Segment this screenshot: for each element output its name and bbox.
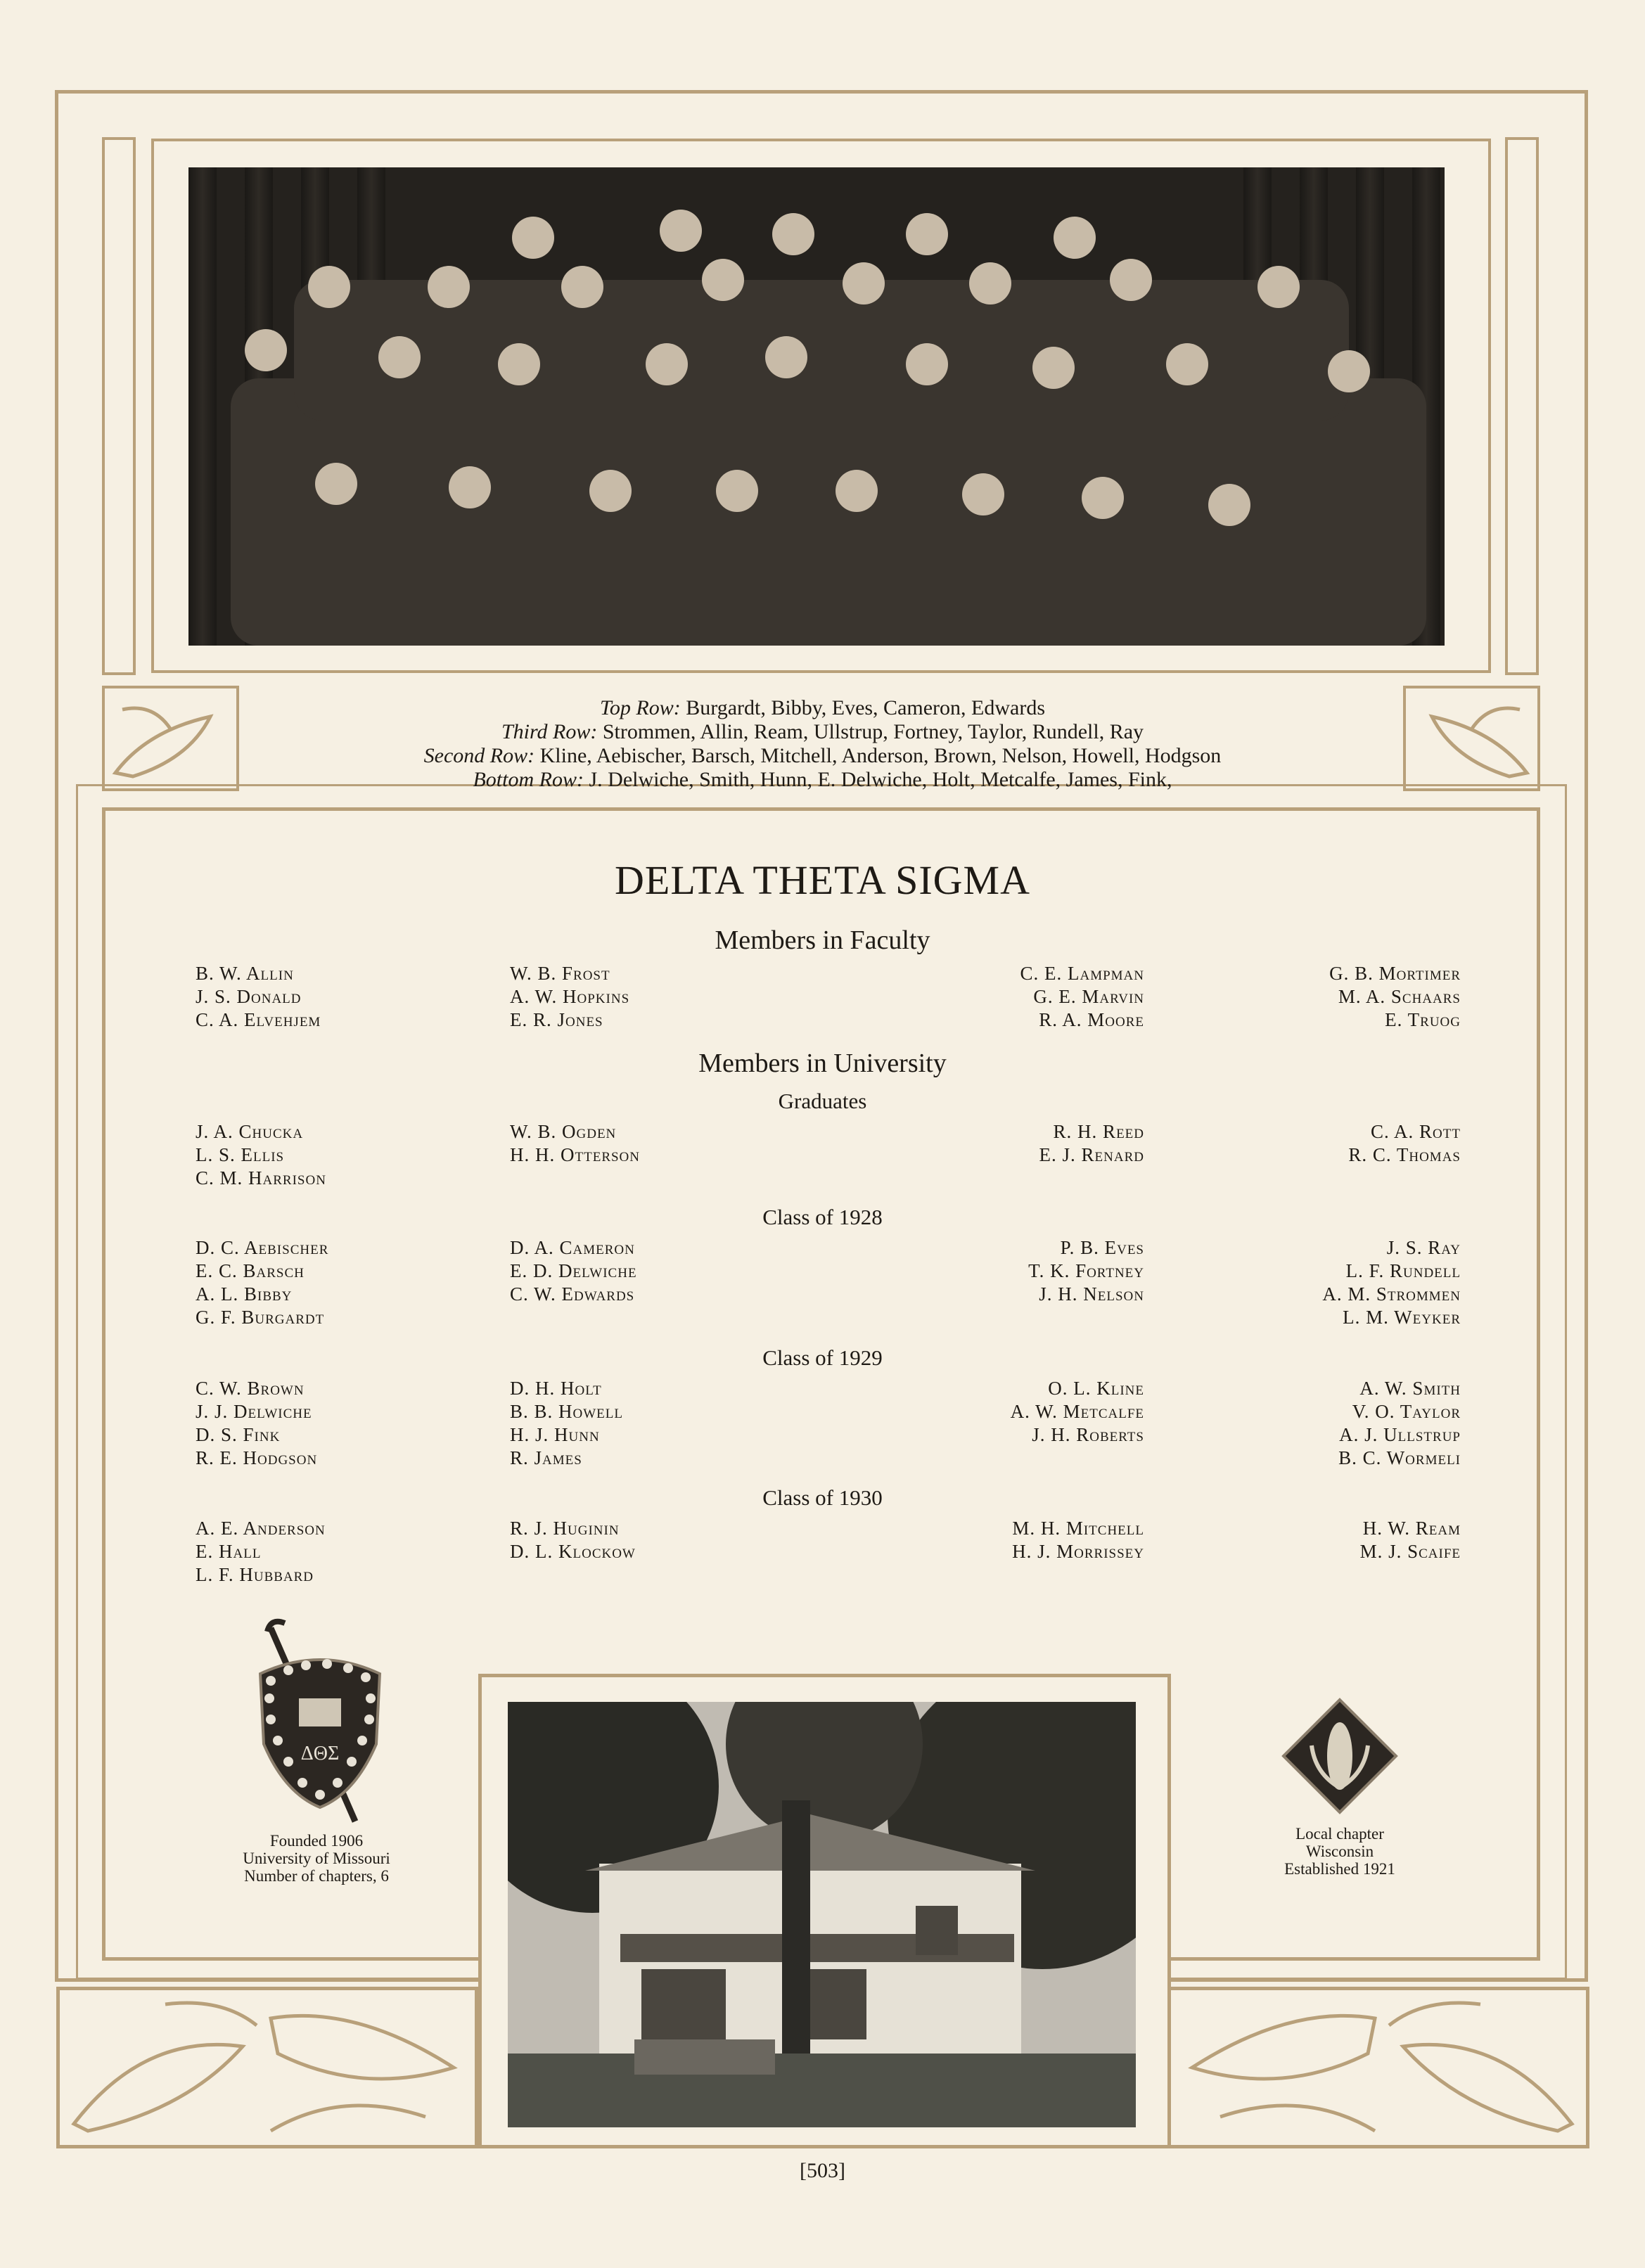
list-item: G. B. Mortimer	[1329, 963, 1461, 984]
ornament-band-left	[56, 1987, 478, 2148]
list-item: L. S. Ellis	[196, 1144, 285, 1165]
local-note-line-2: Wisconsin	[1305, 1843, 1374, 1860]
list-item: D. L. Klockow	[510, 1541, 636, 1562]
founding-note-line-1: Founded 1906	[269, 1832, 364, 1850]
caption-top-row	[0, 696, 1645, 720]
list-item: J. A. Chucka	[196, 1121, 304, 1142]
graduates-col-3	[1039, 1120, 1144, 1167]
list-item: R. J. Huginin	[510, 1518, 620, 1539]
class-1929-col-3	[1011, 1377, 1144, 1447]
list-item: M. J. Scaife	[1359, 1541, 1461, 1562]
class-1928-col-4	[1322, 1236, 1461, 1329]
list-item: A. L. Bibby	[196, 1283, 293, 1305]
class-1928-col-3	[1028, 1236, 1144, 1306]
class-1930-col-4	[1360, 1517, 1461, 1563]
list-item: G. F. Burgardt	[196, 1307, 325, 1328]
graduates-col-4	[1348, 1120, 1461, 1167]
list-item: E. Truog	[1385, 1009, 1461, 1030]
list-item: B. B. Howell	[510, 1401, 623, 1422]
list-item: J. J. Delwiche	[196, 1401, 312, 1422]
class-1930-col-1	[196, 1517, 326, 1587]
faculty-col-4	[1329, 962, 1461, 1032]
list-item: J. S. Ray	[1386, 1237, 1461, 1258]
list-item: E. J. Renard	[1039, 1144, 1144, 1165]
list-item: H. J. Morrissey	[1012, 1541, 1144, 1562]
graduates-col-2	[510, 1120, 640, 1167]
list-item: J. H. Roberts	[1032, 1424, 1144, 1445]
list-item: J. H. Nelson	[1039, 1283, 1144, 1305]
faculty-heading: Members in Faculty	[715, 925, 930, 955]
page-title: DELTA THETA SIGMA	[615, 857, 1030, 903]
local-chapter-note	[1234, 1825, 1445, 1878]
caption-third-label: Third Row:	[501, 720, 598, 743]
list-item: D. A. Cameron	[510, 1237, 635, 1258]
list-item: A. W. Metcalfe	[1010, 1401, 1144, 1422]
class-1928-heading: Class of 1928	[762, 1205, 883, 1229]
caption-bottom-names: J. Delwiche, Smith, Hunn, E. Delwiche, Holt, Metcalfe, James, Fink,	[589, 768, 1172, 791]
list-item: C. E. Lampman	[1020, 963, 1144, 984]
list-item: A. M. Strommen	[1322, 1283, 1461, 1305]
list-item: C. A. Elvehjem	[196, 1009, 321, 1030]
group-photo	[188, 167, 1445, 646]
list-item: R. A. Moore	[1039, 1009, 1144, 1030]
graduates-col-1	[196, 1120, 326, 1190]
list-item: J. S. Donald	[196, 986, 302, 1007]
local-note-line-1: Local chapter	[1295, 1825, 1384, 1843]
list-item: W. B. Frost	[510, 963, 610, 984]
founding-note	[211, 1832, 422, 1885]
faculty-col-1	[196, 962, 321, 1032]
list-item: C. W. Brown	[196, 1378, 305, 1399]
list-item: E. Hall	[196, 1541, 262, 1562]
ornament-band-right	[1167, 1987, 1589, 2148]
fraternity-crest	[250, 1617, 390, 1828]
founding-note-line-2: University of Missouri	[243, 1850, 390, 1867]
list-item: D. H. Holt	[510, 1378, 602, 1399]
list-item: R. E. Hodgson	[196, 1447, 318, 1468]
local-note-line-3: Established 1921	[1284, 1860, 1395, 1878]
list-item: O. L. Kline	[1048, 1378, 1144, 1399]
crest-letters: ΔΘΣ	[300, 1743, 340, 1764]
caption-second-label: Second Row:	[423, 744, 535, 767]
faculty-col-3	[1020, 962, 1144, 1032]
list-item: L. F. Hubbard	[196, 1564, 314, 1585]
class-1928-col-2	[510, 1236, 637, 1306]
list-item: R. James	[510, 1447, 582, 1468]
list-item: R. C. Thomas	[1348, 1144, 1461, 1165]
class-1929-col-2	[510, 1377, 623, 1470]
list-item: A. W. Smith	[1359, 1378, 1461, 1399]
list-item: L. M. Weyker	[1343, 1307, 1461, 1328]
class-1930-col-3	[1012, 1517, 1144, 1563]
caption-second-names: Kline, Aebischer, Barsch, Mitchell, Anderson, Brown, Nelson, Howell, Hodgson	[539, 744, 1222, 767]
caption-third-names: Strommen, Allin, Ream, Ullstrup, Fortney, Taylor, Rundell, Ray	[602, 720, 1144, 743]
list-item: H. H. Otterson	[510, 1144, 640, 1165]
list-item: E. R. Jones	[510, 1009, 603, 1030]
list-item: D. C. Aebischer	[196, 1237, 329, 1258]
list-item: R. H. Reed	[1053, 1121, 1144, 1142]
list-item: C. M. Harrison	[196, 1167, 326, 1189]
list-item: C. A. Rott	[1371, 1121, 1461, 1142]
list-item: B. W. Allin	[196, 963, 294, 984]
list-item: W. B. Ogden	[510, 1121, 617, 1142]
list-item: A. E. Anderson	[196, 1518, 326, 1539]
class-1929-heading: Class of 1929	[762, 1345, 883, 1370]
list-item: D. S. Fink	[196, 1424, 281, 1445]
graduates-heading: Graduates	[778, 1089, 867, 1113]
list-item: V. O. Taylor	[1352, 1401, 1461, 1422]
list-item: H. W. Ream	[1362, 1518, 1461, 1539]
list-item: E. D. Delwiche	[510, 1260, 637, 1281]
inner-frame-left-bar	[102, 137, 136, 675]
founding-note-line-3: Number of chapters, 6	[244, 1867, 389, 1885]
class-1929-col-4	[1338, 1377, 1461, 1470]
list-item: T. K. Fortney	[1028, 1260, 1144, 1281]
class-1928-col-1	[196, 1236, 328, 1329]
page-number: [503]	[800, 2159, 845, 2182]
list-item: A. J. Ullstrup	[1339, 1424, 1461, 1445]
university-heading: Members in University	[698, 1049, 947, 1078]
list-item: E. C. Barsch	[196, 1260, 305, 1281]
inner-frame-right-bar	[1505, 137, 1539, 675]
caption-top-names: Burgardt, Bibby, Eves, Cameron, Edwards	[686, 696, 1045, 719]
list-item: M. A. Schaars	[1338, 986, 1461, 1007]
caption-top-label: Top Row:	[599, 696, 681, 719]
list-item: L. F. Rundell	[1345, 1260, 1461, 1281]
list-item: B. C. Wormeli	[1338, 1447, 1461, 1468]
list-item: C. W. Edwards	[510, 1283, 635, 1305]
class-1930-heading: Class of 1930	[762, 1485, 883, 1510]
list-item: H. J. Hunn	[510, 1424, 600, 1445]
faculty-col-2	[510, 962, 629, 1032]
class-1929-col-1	[196, 1377, 317, 1470]
list-item: P. B. Eves	[1060, 1237, 1144, 1258]
caption-bottom-label: Bottom Row:	[473, 768, 584, 791]
list-item: M. H. Mitchell	[1012, 1518, 1144, 1539]
list-item: G. E. Marvin	[1033, 986, 1144, 1007]
list-item: A. W. Hopkins	[510, 986, 630, 1007]
house-photo	[508, 1702, 1136, 2127]
caption-bottom-row	[0, 768, 1645, 792]
chapter-emblem	[1280, 1696, 1400, 1816]
caption-second-row	[0, 744, 1645, 768]
caption-third-row	[0, 720, 1645, 744]
class-1930-col-2	[510, 1517, 636, 1563]
